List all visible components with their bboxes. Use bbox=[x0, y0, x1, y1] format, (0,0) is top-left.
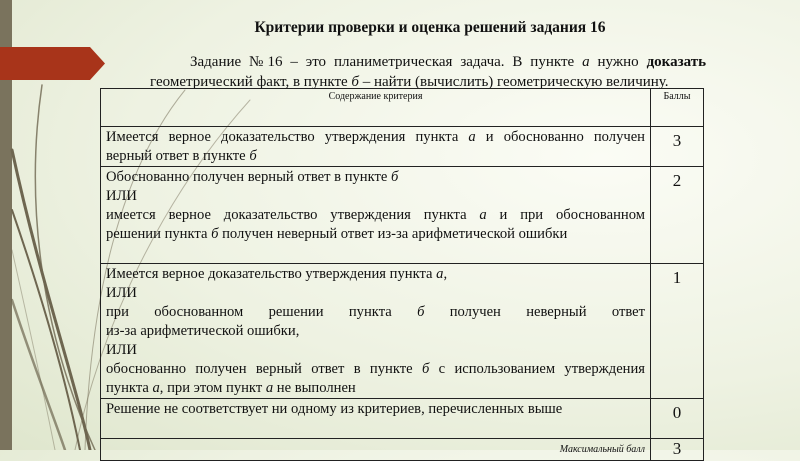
score-value: 2 bbox=[651, 167, 704, 264]
italic-letter: а bbox=[436, 266, 444, 282]
task-description bbox=[150, 52, 706, 92]
text-segment: получен неверный ответ из-за арифметической ошибки bbox=[218, 226, 568, 242]
criterion-row bbox=[101, 399, 704, 439]
italic-letter: б bbox=[351, 74, 359, 90]
max-score-value: 3 bbox=[651, 439, 704, 461]
text-segment: Обоснованно получен верный ответ в пункте bbox=[106, 169, 392, 185]
text-segment: при обоснованном решении пункта bbox=[106, 304, 418, 320]
criterion-line bbox=[106, 147, 645, 166]
criteria-table bbox=[100, 88, 704, 461]
criterion-row bbox=[101, 127, 704, 167]
text-segment: и обоснованно получен bbox=[475, 129, 645, 145]
text-segment: обоснованно получен верный ответ в пункте bbox=[106, 361, 422, 377]
text-segment: получен неверный ответ bbox=[424, 304, 645, 320]
criterion-text bbox=[101, 399, 651, 439]
italic-letter: б bbox=[421, 361, 430, 377]
criterion-row bbox=[101, 167, 704, 264]
text-segment: нужно bbox=[589, 54, 647, 70]
italic-letter: а bbox=[265, 380, 274, 396]
italic-letter: а bbox=[152, 380, 160, 396]
italic-letter: б bbox=[249, 148, 257, 164]
text-segment: геометрический факт, в пункте bbox=[150, 74, 352, 90]
text-segment: , при этом пункт bbox=[159, 380, 266, 396]
text-segment: имеется верное доказательство утверждения пункта bbox=[106, 207, 480, 223]
text-segment: ИЛИ bbox=[106, 342, 137, 358]
score-header: Баллы bbox=[651, 89, 704, 127]
italic-letter: а bbox=[582, 54, 590, 70]
criterion-line bbox=[106, 206, 645, 225]
italic-letter: б bbox=[391, 169, 399, 185]
italic-letter: б bbox=[211, 226, 219, 242]
text-segment: Имеется верное доказательство утверждения пункта bbox=[106, 129, 469, 145]
criterion-line bbox=[106, 168, 645, 187]
criterion-line bbox=[106, 265, 645, 284]
criterion-line bbox=[106, 303, 645, 322]
criterion-line bbox=[106, 360, 645, 379]
criterion-line bbox=[106, 244, 645, 263]
text-segment: пункта bbox=[106, 380, 153, 396]
italic-letter: а bbox=[468, 129, 476, 145]
text-segment: решении пункта bbox=[106, 226, 212, 242]
criterion-line bbox=[106, 379, 645, 398]
bold-text: доказать bbox=[646, 54, 707, 70]
text-segment: ИЛИ bbox=[106, 285, 137, 301]
text-segment: и при обоснованном bbox=[486, 207, 645, 223]
criterion-text bbox=[101, 167, 651, 264]
text-segment: из-за арифметической ошибки, bbox=[106, 323, 300, 339]
text-segment: , bbox=[443, 266, 448, 282]
score-value: 3 bbox=[651, 127, 704, 167]
criterion-line bbox=[106, 187, 645, 206]
criterion-text bbox=[101, 264, 651, 399]
criterion-header: Содержание критерия bbox=[101, 89, 651, 127]
italic-letter: а bbox=[479, 207, 487, 223]
max-score-label: Максимальный балл bbox=[101, 439, 651, 461]
criterion-line bbox=[106, 284, 645, 303]
slide-title: Критерии проверки и оценка решений задания 16 bbox=[254, 19, 606, 36]
italic-letter: б bbox=[417, 304, 425, 320]
text-segment: верный ответ в пункте bbox=[106, 148, 250, 164]
score-value: 0 bbox=[651, 399, 704, 439]
criterion-row bbox=[101, 264, 704, 399]
text-segment: ИЛИ bbox=[106, 188, 137, 204]
intro-line-1 bbox=[150, 52, 706, 72]
criterion-line bbox=[106, 225, 645, 244]
criterion-line bbox=[106, 419, 645, 438]
text-segment: не выполнен bbox=[273, 380, 356, 396]
criterion-line bbox=[106, 128, 645, 147]
criterion-line bbox=[106, 400, 645, 419]
criterion-line bbox=[106, 341, 645, 360]
text-segment: – найти (вычислить) геометрическую величину. bbox=[358, 74, 669, 90]
score-value: 1 bbox=[651, 264, 704, 399]
table-header-row bbox=[101, 89, 704, 127]
text-segment: с использованием утверждения bbox=[429, 361, 645, 377]
text-segment: Имеется верное доказательство утверждения пункта bbox=[106, 266, 437, 282]
criterion-line bbox=[106, 322, 645, 341]
arrow-banner bbox=[0, 47, 105, 80]
criterion-text bbox=[101, 127, 651, 167]
text-segment: Решение не соответствует ни одному из критериев, перечисленных выше bbox=[106, 401, 563, 417]
text-segment: Задание №16 – это планиметрическая задача. В пункте bbox=[190, 54, 583, 70]
